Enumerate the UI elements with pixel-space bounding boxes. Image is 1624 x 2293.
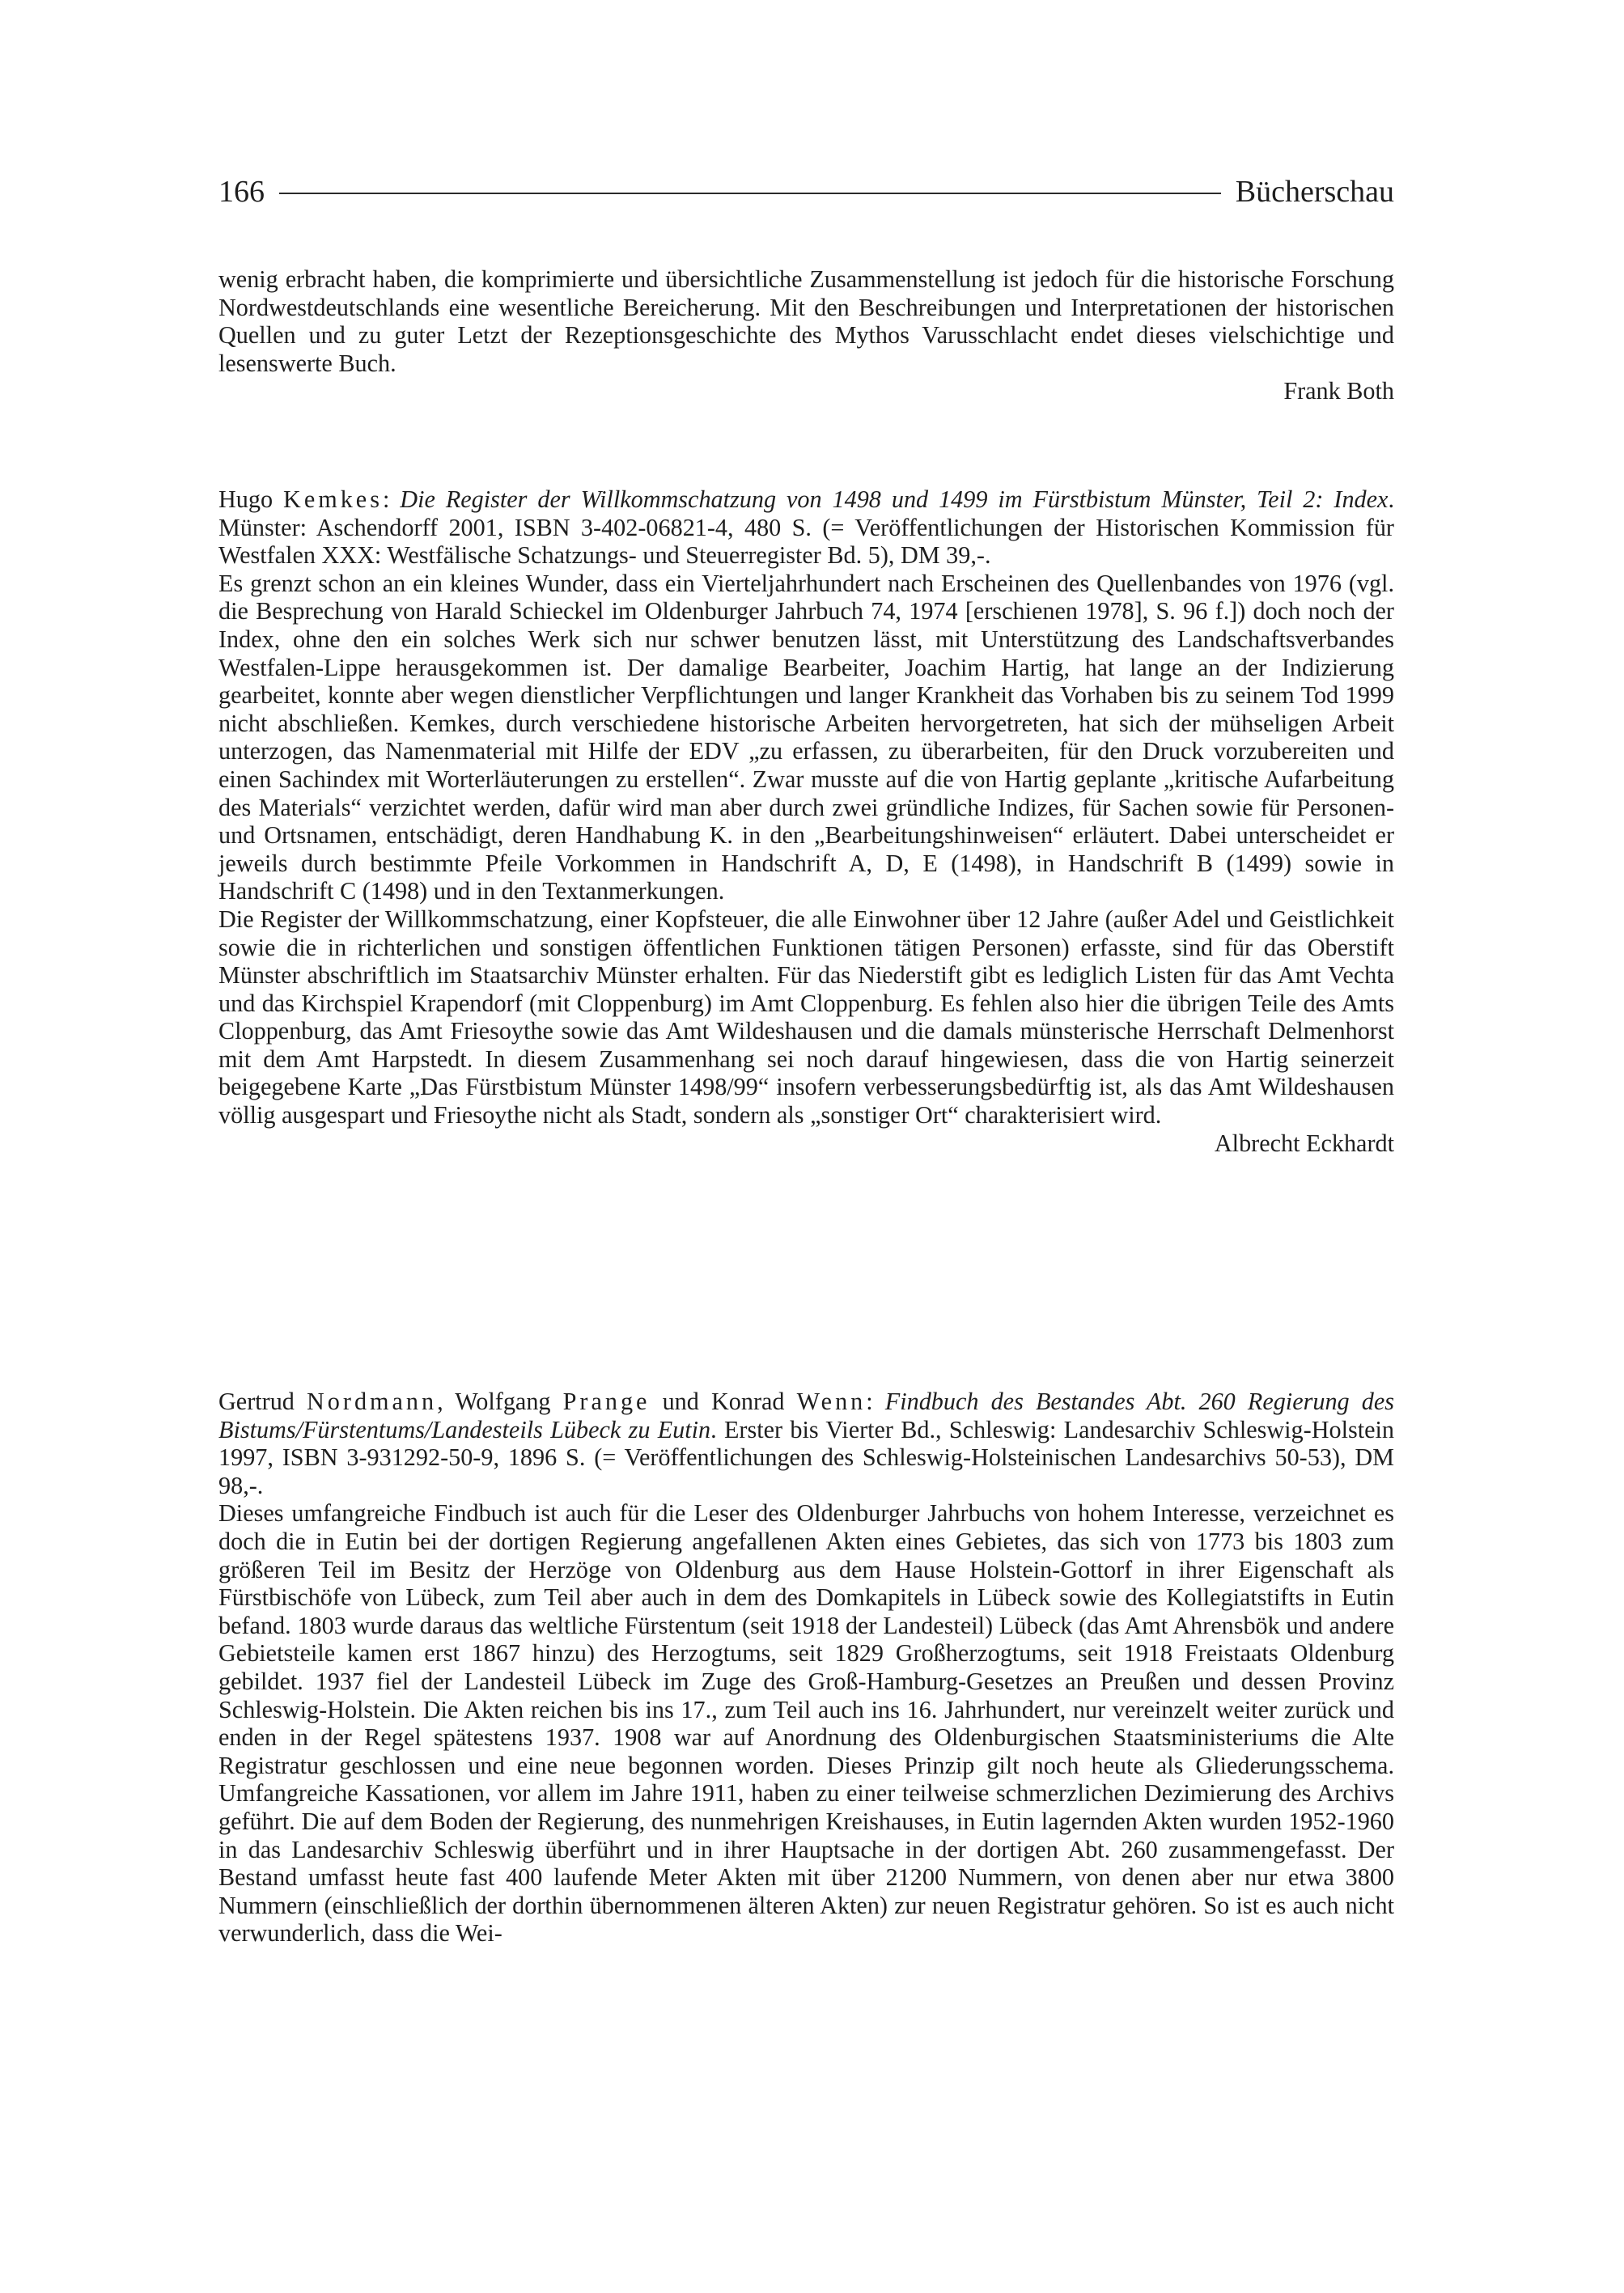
author-first-name: Gertrud [218, 1388, 307, 1415]
publication-details: . Münster: Aschendorff 2001, ISBN 3-402-06821-4, 480 S. (= Veröffentlichungen der Historischen Kommission für Westfalen XXX: Westfälische Schatzungs- und Steuerregister Bd. 5), DM 39,-. [218, 485, 1394, 570]
bibliographic-entry [218, 485, 1394, 570]
review-kemkes [218, 485, 1394, 1157]
reviewer-signature: Albrecht Eckhardt [1214, 1129, 1394, 1157]
publication-details: . Erster bis Vierter Bd., Schleswig: Landesarchiv Schleswig-Holstein 1997, ISBN 3-931292-50-9, 1896 S. (= Veröffentlichungen des Schleswig-Holsteinischen Landesarchivs 50-53), DM 98,-. [218, 1415, 1394, 1499]
separator: , Wolfgang [437, 1388, 563, 1415]
book-title: Die Register der Willkommschatzung von 1498 und 1499 im Fürstbistum Münster, Teil 2: Index [400, 485, 1389, 513]
header-rule [279, 193, 1221, 194]
book-title: Findbuch des Bestandes Abt. 260 Regierung des Bistums/Fürstentums/Landesteils Lübeck zu Eutin [218, 1388, 1394, 1443]
author-first-name: Hugo [218, 485, 284, 513]
review-paragraph: Die Register der Willkommschatzung, einer Kopfsteuer, die alle Einwohner über 12 Jahre (außer Adel und Geistlichkeit sowie die in richterlichen und sonstigen öffentlichen Funktionen tätigen Personen) erfasste, sind für das Oberstift Münster abschriftlich im Staatsarchiv Münster erhalten. Für das Niederstift gibt es lediglich Listen für das Amt Vechta und das Kirchspiel Krapendorf (mit Cloppenburg) im Amt Cloppenburg. Es fehlen also hier die übrigen Teile des Amts Cloppenburg, das Amt Friesoythe sowie das Amt Wildeshausen und die damals münsterische Herrschaft Delmenhorst mit dem Amt Harpstedt. In diesem Zusammenhang sei noch darauf hingewiesen, dass die von Hartig seinerzeit beigegebene Karte „Das Fürstbistum Münster 1498/99“ insofern verbesserungsbedürftig ist, als das Amt Wildeshausen völlig ausgespart und Friesoythe nicht als Stadt, sondern als „sonstiger Ort“ charakterisiert wird. [218, 905, 1394, 1130]
author-last-name: Kemkes [283, 485, 383, 513]
review-continuation [218, 265, 1394, 405]
author-last-name: Prange [562, 1388, 651, 1415]
review-paragraph: Dieses umfangreiche Findbuch ist auch für die Leser des Oldenburger Jahrbuchs von hohem Interesse, verzeichnet es doch die in Eutin bei der dortigen Regierung angefallenen Akten eines Gebietes, das sich von 1773 bis 1803 zum größeren Teil im Besitz der Herzöge von Oldenburg aus dem Hause Holstein-Gottorf in ihrer Eigenschaft als Fürstbischöfe von Lübeck, zum Teil aber auch in dem des Domkapitels in Lübeck sowie des Kollegiatstifts in Eutin befand. 1803 wurde daraus das weltliche Fürstentum (seit 1918 der Landesteil) Lübeck (das Amt Ahrensbök und andere Gebietsteile kamen erst 1867 hinzu) des Herzogtums, seit 1829 Großherzogtums, seit 1918 Freistaats Oldenburg gebildet. 1937 fiel der Landesteil Lübeck im Zuge des Groß-Hamburg-Gesetzes an Preußen und dessen Provinz Schleswig-Holstein. Die Akten reichen bis ins 17., zum Teil auch ins 16. Jahrhundert, nur vereinzelt weiter zurück und enden in der Regel spätestens 1937. 1908 war auf Anordnung des Oldenburgischen Staatsministeriums die Alte Registratur geschlossen und eine neue begonnen worden. Dieses Prinzip gilt noch heute als Gliederungsschema. Umfangreiche Kassationen, vor allem im Jahre 1911, haben zu einer teilweise schmerzlichen Dezimierung des Archivs geführt. Die auf dem Boden der Regierung, des nunmehrigen Kreishauses, in Eutin lagernden Akten wurden 1952-1960 in das Landesarchiv Schleswig überführt und in ihrer Hauptsache in der dortigen Abt. 260 zusammengefasst. Der Bestand umfasst heute fast 400 laufende Meter Akten mit über 21200 Nummern, von denen aber nur etwa 3800 Nummern (einschließlich der dorthin übernommenen älteren Akten) zur neuen Registratur gehören. So ist es auch nicht verwunderlich, dass die Wei- [218, 1499, 1394, 1948]
separator: : [382, 485, 401, 513]
review-paragraph: Es grenzt schon an ein kleines Wunder, dass ein Vierteljahrhundert nach Erscheinen des Quellenbandes von 1976 (vgl. die Besprechung von Harald Schieckel im Oldenburger Jahrbuch 74, 1974 [erschienen 1978], S. 96 f.]) doch noch der Index, ohne den ein solches Werk sich nur schwer benutzen lässt, mit Unterstützung des Landschaftsverbandes Westfalen-Lippe herausgekommen ist. Der damalige Bearbeiter, Joachim Hartig, hat lange an der Indizierung gearbeitet, konnte aber wegen dienstlicher Verpflichtungen und langer Krankheit das Vorhaben bis zu seinem Tod 1999 nicht abschließen. Kemkes, durch verschiedene historische Arbeiten hervorgetreten, hat sich der mühseligen Arbeit unterzogen, das Namenmaterial mit Hilfe der EDV „zu erfassen, zu überarbeiten, für den Druck vorzubereiten und einen Sachindex mit Worterläuterungen zu erstellen“. Zwar musste auf die von Hartig geplante „kritische Aufarbeitung des Materials“ verzichtet werden, dafür wird man aber durch zwei gründliche Indizes, für Sachen sowie für Personen- und Ortsnamen, entschädigt, deren Handhabung K. in den „Bearbeitungshinweisen“ erläutert. Dabei unterscheidet er jeweils durch bestimmte Pfeile Vorkommen in Handschrift A, D, E (1498), in Handschrift B (1499) sowie in Handschrift C (1498) und in den Textanmerkungen. [218, 569, 1394, 905]
section-title: Bücherschau [1235, 175, 1394, 209]
review-paragraph: wenig erbracht haben, die komprimierte und übersichtliche Zusammenstellung ist jedoch für die historische Forschung Nordwestdeutschlands eine wesentliche Bereicherung. Mit den Beschreibungen und Interpretationen der historischen Quellen und zu guter Letzt der Rezeptionsgeschichte des Mythos Varusschlacht endet dieses vielschichtige und lesenswerte Buch. [218, 265, 1394, 377]
review-nordmann [218, 1388, 1394, 1948]
reviewer-signature: Frank Both [1283, 377, 1394, 405]
author-last-name: Nordmann [307, 1388, 438, 1415]
running-header [218, 172, 1394, 212]
separator: und Konrad [650, 1388, 797, 1415]
bibliographic-entry [218, 1388, 1394, 1499]
page-number: 166 [218, 175, 265, 209]
author-last-name: Wenn [796, 1388, 867, 1415]
separator: : [866, 1388, 885, 1415]
